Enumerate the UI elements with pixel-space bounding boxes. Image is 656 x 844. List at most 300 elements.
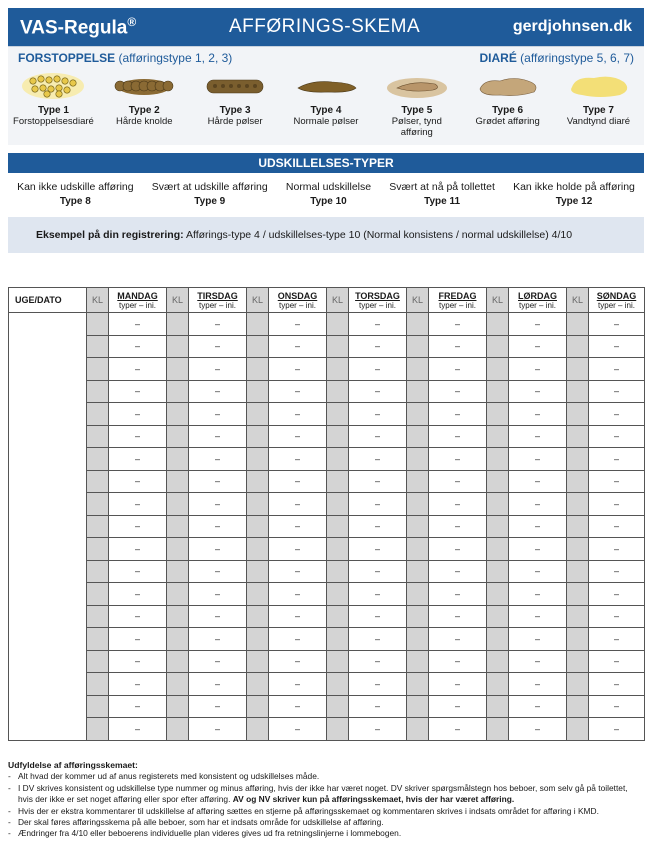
time-cell[interactable] [567,538,589,561]
entry-cell[interactable]: – [189,538,247,561]
time-cell[interactable] [327,673,349,696]
entry-cell[interactable]: – [109,583,167,606]
time-cell[interactable] [167,695,189,718]
entry-cell[interactable]: – [189,358,247,381]
table-row [9,673,645,696]
week-date-cell[interactable] [9,628,87,651]
entry-cell[interactable]: – [349,538,407,561]
time-cell[interactable] [247,403,269,426]
week-date-cell[interactable] [9,493,87,516]
time-cell[interactable] [247,313,269,336]
time-cell[interactable] [407,448,429,471]
time-cell[interactable] [167,313,189,336]
entry-cell[interactable]: – [589,650,645,673]
time-cell[interactable] [407,313,429,336]
time-cell[interactable] [247,560,269,583]
time-cell[interactable] [327,605,349,628]
entry-cell[interactable]: – [509,560,567,583]
entry-cell[interactable]: – [269,718,327,741]
entry-cell[interactable]: – [109,493,167,516]
entry-cell[interactable]: – [109,650,167,673]
entry-cell[interactable]: – [509,538,567,561]
time-cell[interactable] [567,718,589,741]
entry-cell[interactable]: – [589,358,645,381]
time-cell[interactable] [167,583,189,606]
time-cell[interactable] [567,448,589,471]
entry-cell[interactable]: – [109,335,167,358]
time-cell[interactable] [407,335,429,358]
entry-cell[interactable]: – [269,650,327,673]
time-cell[interactable] [487,650,509,673]
entry-cell[interactable]: – [589,403,645,426]
time-cell[interactable] [567,673,589,696]
entry-cell[interactable]: – [189,335,247,358]
time-cell[interactable] [567,470,589,493]
time-cell[interactable] [167,403,189,426]
entry-cell[interactable]: – [189,493,247,516]
time-cell[interactable] [487,628,509,651]
time-cell[interactable] [87,335,109,358]
entry-cell[interactable]: – [189,673,247,696]
entry-cell[interactable]: – [589,515,645,538]
time-cell[interactable] [87,718,109,741]
time-cell[interactable] [487,403,509,426]
time-cell[interactable] [407,380,429,403]
entry-cell[interactable]: – [109,560,167,583]
week-date-cell[interactable] [9,470,87,493]
time-cell[interactable] [247,335,269,358]
entry-cell[interactable]: – [189,650,247,673]
entry-cell[interactable]: – [349,380,407,403]
excretion-type-12 [513,181,635,207]
time-header: KL [487,288,509,313]
week-date-cell[interactable] [9,673,87,696]
entry-cell[interactable]: – [269,560,327,583]
entry-cell[interactable]: – [429,673,487,696]
time-cell[interactable] [167,380,189,403]
time-cell[interactable] [87,583,109,606]
entry-cell[interactable]: – [269,673,327,696]
stool-types-panel [8,46,644,145]
entry-cell[interactable]: – [189,695,247,718]
time-cell[interactable] [167,493,189,516]
time-cell[interactable] [327,628,349,651]
time-cell[interactable] [167,470,189,493]
entry-cell[interactable]: – [189,605,247,628]
time-cell[interactable] [167,425,189,448]
entry-cell[interactable]: – [509,313,567,336]
entry-cell[interactable]: – [109,718,167,741]
time-cell[interactable] [87,425,109,448]
week-date-cell[interactable] [9,380,87,403]
time-cell[interactable] [247,448,269,471]
entry-cell[interactable]: – [429,650,487,673]
entry-cell[interactable]: – [429,605,487,628]
time-cell[interactable] [247,515,269,538]
entry-cell[interactable]: – [269,313,327,336]
time-cell[interactable] [567,560,589,583]
time-cell[interactable] [487,493,509,516]
entry-cell[interactable]: – [509,448,567,471]
time-cell[interactable] [247,425,269,448]
time-cell[interactable] [567,425,589,448]
day-header-2 [269,288,327,313]
time-cell[interactable] [487,358,509,381]
entry-cell[interactable]: – [349,425,407,448]
entry-cell[interactable]: – [109,515,167,538]
entry-cell[interactable]: – [589,335,645,358]
entry-cell[interactable]: – [349,650,407,673]
excretion-type-9 [152,181,268,207]
time-cell[interactable] [167,335,189,358]
time-cell[interactable] [407,403,429,426]
time-cell[interactable] [567,380,589,403]
entry-cell[interactable]: – [509,380,567,403]
week-date-cell[interactable] [9,403,87,426]
time-cell[interactable] [487,425,509,448]
entry-cell[interactable]: – [349,493,407,516]
time-cell[interactable] [87,673,109,696]
week-date-cell[interactable] [9,718,87,741]
time-cell[interactable] [327,718,349,741]
entry-cell[interactable]: – [269,335,327,358]
time-cell[interactable] [87,470,109,493]
time-cell[interactable] [567,403,589,426]
entry-cell[interactable]: – [349,673,407,696]
entry-cell[interactable]: – [269,538,327,561]
time-cell[interactable] [167,538,189,561]
entry-cell[interactable]: – [349,403,407,426]
time-cell[interactable] [407,470,429,493]
entry-cell[interactable]: – [509,335,567,358]
entry-cell[interactable]: – [269,470,327,493]
week-date-cell[interactable] [9,448,87,471]
entry-cell[interactable]: – [509,425,567,448]
week-date-header: UGE/DATO [9,288,87,313]
entry-cell[interactable]: – [189,425,247,448]
entry-cell[interactable]: – [269,493,327,516]
time-cell[interactable] [487,380,509,403]
time-cell[interactable] [247,628,269,651]
week-date-cell[interactable] [9,650,87,673]
entry-cell[interactable]: – [109,673,167,696]
time-cell[interactable] [487,605,509,628]
entry-cell[interactable]: – [269,515,327,538]
time-cell[interactable] [87,538,109,561]
time-cell[interactable] [407,425,429,448]
week-date-cell[interactable] [9,515,87,538]
time-cell[interactable] [247,605,269,628]
entry-cell[interactable]: – [589,560,645,583]
entry-cell[interactable]: – [429,448,487,471]
time-cell[interactable] [247,583,269,606]
entry-cell[interactable]: – [109,425,167,448]
entry-cell[interactable]: – [109,695,167,718]
entry-cell[interactable]: – [429,380,487,403]
time-cell[interactable] [487,335,509,358]
entry-cell[interactable]: – [589,718,645,741]
entry-cell[interactable]: – [429,560,487,583]
entry-cell[interactable]: – [189,313,247,336]
time-cell[interactable] [327,358,349,381]
entry-cell[interactable]: – [349,470,407,493]
time-cell[interactable] [87,380,109,403]
time-cell[interactable] [567,695,589,718]
time-cell[interactable] [327,493,349,516]
week-date-cell[interactable] [9,583,87,606]
time-cell[interactable] [407,605,429,628]
time-cell[interactable] [247,695,269,718]
time-cell[interactable] [487,313,509,336]
entry-cell[interactable]: – [109,380,167,403]
entry-cell[interactable]: – [269,448,327,471]
time-cell[interactable] [167,628,189,651]
entry-cell[interactable]: – [189,583,247,606]
entry-cell[interactable]: – [429,335,487,358]
time-cell[interactable] [487,538,509,561]
entry-cell[interactable]: – [429,313,487,336]
time-cell[interactable] [487,560,509,583]
time-cell[interactable] [567,605,589,628]
time-cell[interactable] [407,493,429,516]
entry-cell[interactable]: – [109,358,167,381]
time-cell[interactable] [407,538,429,561]
entry-cell[interactable]: – [189,448,247,471]
time-cell[interactable] [87,313,109,336]
time-cell[interactable] [167,515,189,538]
entry-cell[interactable]: – [509,403,567,426]
time-cell[interactable] [327,425,349,448]
time-cell[interactable] [567,628,589,651]
time-cell[interactable] [327,695,349,718]
week-date-cell[interactable] [9,335,87,358]
time-cell[interactable] [567,493,589,516]
time-cell[interactable] [407,650,429,673]
entry-cell[interactable]: – [589,628,645,651]
time-cell[interactable] [327,650,349,673]
time-cell[interactable] [407,695,429,718]
entry-cell[interactable]: – [509,470,567,493]
entry-cell[interactable]: – [109,313,167,336]
time-cell[interactable] [327,515,349,538]
time-cell[interactable] [567,650,589,673]
entry-cell[interactable]: – [509,718,567,741]
time-cell[interactable] [487,673,509,696]
entry-cell[interactable]: – [429,470,487,493]
time-cell[interactable] [247,650,269,673]
time-cell[interactable] [247,718,269,741]
time-cell[interactable] [407,673,429,696]
week-date-cell[interactable] [9,313,87,336]
time-cell[interactable] [87,560,109,583]
time-cell[interactable] [487,515,509,538]
time-cell[interactable] [327,448,349,471]
time-cell[interactable] [87,695,109,718]
entry-cell[interactable]: – [589,313,645,336]
entry-cell[interactable]: – [349,695,407,718]
time-cell[interactable] [247,673,269,696]
entry-cell[interactable]: – [429,403,487,426]
time-cell[interactable] [327,380,349,403]
entry-cell[interactable]: – [429,718,487,741]
time-cell[interactable] [487,695,509,718]
time-cell[interactable] [327,560,349,583]
time-cell[interactable] [407,718,429,741]
time-cell[interactable] [87,358,109,381]
entry-cell[interactable]: – [589,695,645,718]
day-header-6 [589,288,645,313]
time-cell[interactable] [87,628,109,651]
entry-cell[interactable]: – [589,380,645,403]
entry-cell[interactable]: – [509,605,567,628]
time-cell[interactable] [167,718,189,741]
week-date-cell[interactable] [9,605,87,628]
entry-cell[interactable]: – [269,583,327,606]
entry-cell[interactable]: – [189,628,247,651]
entry-cell[interactable]: – [429,493,487,516]
time-cell[interactable] [87,403,109,426]
time-cell[interactable] [567,515,589,538]
entry-cell[interactable]: – [269,380,327,403]
entry-cell[interactable]: – [589,605,645,628]
time-cell[interactable] [247,358,269,381]
entry-cell[interactable]: – [589,425,645,448]
entry-cell[interactable]: – [509,358,567,381]
entry-cell[interactable]: – [429,538,487,561]
time-cell[interactable] [167,605,189,628]
excretion-type-label: Svært at nå på tollettet [389,181,495,193]
entry-cell[interactable]: – [189,470,247,493]
entry-cell[interactable]: – [349,605,407,628]
entry-cell[interactable]: – [269,628,327,651]
entry-cell[interactable]: – [109,628,167,651]
entry-cell[interactable]: – [589,538,645,561]
time-cell[interactable] [87,515,109,538]
entry-cell[interactable]: – [269,425,327,448]
entry-cell[interactable]: – [349,718,407,741]
time-cell[interactable] [567,313,589,336]
time-cell[interactable] [327,470,349,493]
entry-cell[interactable]: – [509,673,567,696]
entry-cell[interactable]: – [269,695,327,718]
week-date-cell[interactable] [9,695,87,718]
week-date-cell[interactable] [9,425,87,448]
stool-type-4 [284,71,368,138]
entry-cell[interactable]: – [269,358,327,381]
time-cell[interactable] [247,493,269,516]
entry-cell[interactable]: – [509,695,567,718]
week-date-cell[interactable] [9,358,87,381]
entry-cell[interactable]: – [509,493,567,516]
time-cell[interactable] [407,358,429,381]
time-cell[interactable] [407,583,429,606]
entry-cell[interactable]: – [269,605,327,628]
entry-cell[interactable]: – [349,358,407,381]
week-date-cell[interactable] [9,560,87,583]
time-cell[interactable] [327,583,349,606]
time-cell[interactable] [167,673,189,696]
entry-cell[interactable]: – [109,470,167,493]
time-cell[interactable] [87,493,109,516]
time-cell[interactable] [87,650,109,673]
entry-cell[interactable]: – [109,448,167,471]
entry-cell[interactable]: – [109,605,167,628]
instruction-item: - I DV skrives konsistent og udskillelse type nummer og minus afføring, hvis der ikke har været noget. DV skriver spørgsmålstegn hos beboer, som selv gå på toilettet, hvis der ikke er set noget afføring eller spor efter afføring. AV og NV skriver kun på afføringsskemaet, hvis der har været afføring. [8,783,644,806]
entry-cell[interactable]: – [429,515,487,538]
time-cell[interactable] [487,718,509,741]
entry-cell[interactable]: – [189,560,247,583]
entry-cell[interactable]: – [349,560,407,583]
day-header-3 [349,288,407,313]
entry-cell[interactable]: – [509,628,567,651]
entry-cell[interactable]: – [189,403,247,426]
entry-cell[interactable]: – [589,583,645,606]
entry-cell[interactable]: – [109,538,167,561]
time-cell[interactable] [567,335,589,358]
entry-cell[interactable]: – [589,673,645,696]
entry-cell[interactable]: – [349,583,407,606]
entry-cell[interactable]: – [509,583,567,606]
time-cell[interactable] [327,403,349,426]
entry-cell[interactable]: – [589,448,645,471]
time-cell[interactable] [167,358,189,381]
header-bar [8,8,644,46]
time-cell[interactable] [167,560,189,583]
entry-cell[interactable]: – [349,448,407,471]
time-cell[interactable] [247,380,269,403]
entry-cell[interactable]: – [269,403,327,426]
time-cell[interactable] [327,335,349,358]
entry-cell[interactable]: – [589,470,645,493]
day-name: TORSDAG [355,290,400,301]
entry-cell[interactable]: – [349,335,407,358]
time-cell[interactable] [87,448,109,471]
time-cell[interactable] [567,358,589,381]
entry-cell[interactable]: – [189,380,247,403]
entry-cell[interactable]: – [349,515,407,538]
time-cell[interactable] [567,583,589,606]
time-cell[interactable] [167,650,189,673]
week-date-cell[interactable] [9,538,87,561]
time-cell[interactable] [87,605,109,628]
time-cell[interactable] [487,448,509,471]
table-row [9,470,645,493]
entry-cell[interactable]: – [349,313,407,336]
time-cell[interactable] [247,470,269,493]
entry-cell[interactable]: – [429,358,487,381]
entry-cell[interactable]: – [429,583,487,606]
entry-cell[interactable]: – [109,403,167,426]
time-cell[interactable] [407,515,429,538]
entry-cell[interactable]: – [589,493,645,516]
time-cell[interactable] [327,313,349,336]
entry-cell[interactable]: – [429,425,487,448]
entry-cell[interactable]: – [189,718,247,741]
entry-cell[interactable]: – [429,628,487,651]
time-cell[interactable] [487,470,509,493]
time-cell[interactable] [327,538,349,561]
time-cell[interactable] [487,583,509,606]
entry-cell[interactable]: – [349,628,407,651]
time-cell[interactable] [247,538,269,561]
entry-cell[interactable]: – [429,695,487,718]
time-cell[interactable] [407,628,429,651]
entry-cell[interactable]: – [189,515,247,538]
entry-cell[interactable]: – [509,650,567,673]
time-cell[interactable] [167,448,189,471]
entry-cell[interactable]: – [509,515,567,538]
time-cell[interactable] [407,560,429,583]
